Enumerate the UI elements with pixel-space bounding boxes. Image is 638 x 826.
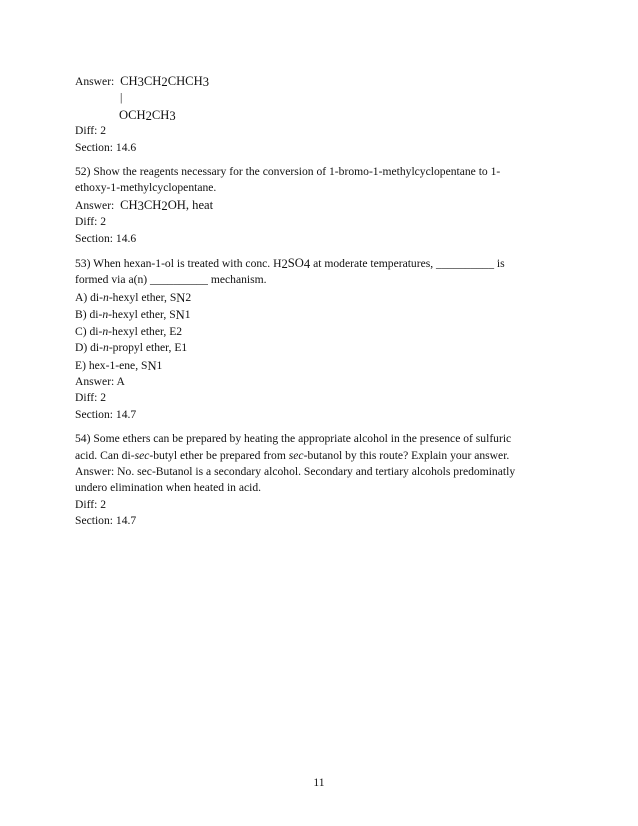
q51-answer-label: Answer: — [75, 75, 115, 88]
formula-subscript: 2 — [281, 257, 288, 272]
q54-section: Section: 14.7 — [75, 514, 137, 528]
q54-question-line1: 54) Some ethers can be prepared by heating the appropriate alcohol in the presence of sulfuric — [75, 432, 512, 446]
text-part: 1 — [156, 358, 163, 372]
q51-branch-bond — [75, 90, 575, 106]
q53-option-d — [75, 340, 575, 356]
q53-option-e — [75, 357, 575, 374]
italic-part: n — [103, 290, 109, 304]
text-part: at moderate temperatures, __________ is — [310, 257, 505, 271]
formula-subscript: N — [175, 308, 185, 323]
q53-option-a — [75, 289, 575, 306]
text-part: -propyl ether, E1 — [108, 341, 188, 355]
text-part: B) di- — [75, 308, 103, 322]
q53-question-line1 — [75, 255, 575, 272]
text-part: 2 — [185, 290, 192, 304]
formula-subscript: 4 — [303, 257, 311, 272]
italic-part: n — [102, 324, 109, 338]
q51-section: Section: 14.6 — [75, 140, 137, 154]
q51-branch — [75, 107, 575, 123]
text-part: A) di- — [75, 290, 104, 304]
q53-diff: Diff: 2 — [75, 391, 107, 405]
formula-subscript: 3 — [137, 198, 144, 213]
q53-answer: Answer: A — [75, 374, 125, 388]
formula-part: CH — [143, 197, 162, 212]
formula-subscript: 3 — [169, 108, 176, 123]
q53-question-line2: formed via a(n) __________ mechanism. — [75, 273, 267, 287]
text-part: 53) When hexan-1-ol is treated with conc. H — [75, 257, 282, 271]
q54-diff: Diff: 2 — [75, 497, 107, 511]
italic-part: n — [102, 308, 109, 322]
q53-option-c — [75, 324, 575, 340]
text-part: -butanol by this route? Explain your answer. — [303, 448, 510, 462]
formula-part: CH — [143, 74, 162, 88]
text-part: -butyl ether be prepared from — [149, 448, 289, 462]
formula-subscript: 2 — [161, 75, 168, 89]
formula-part: CH — [120, 74, 138, 88]
text-part: -hexyl ether, S — [108, 308, 176, 322]
formula-part: CHCH — [167, 74, 203, 88]
formula-subscript: 3 — [137, 75, 144, 89]
italic-part: sec — [288, 448, 304, 462]
bond-line: | — [120, 91, 123, 105]
formula-part: OCH — [119, 107, 146, 122]
q53-section: Section: 14.7 — [75, 407, 137, 421]
q51-main-chain — [120, 74, 209, 89]
formula-subscript: N — [176, 290, 186, 305]
formula-subscript: N — [147, 358, 157, 373]
q54-answer-line2: undero elimination when heated in acid. — [75, 481, 262, 495]
q52-question-line2: ethoxy-1-methylcyclopentane. — [75, 181, 217, 195]
q53-option-b — [75, 306, 575, 323]
formula-part: CH — [151, 107, 170, 122]
q52-answer-label: Answer: — [75, 198, 115, 212]
formula-subscript: 3 — [202, 75, 209, 89]
text-part: -hexyl ether, E2 — [108, 324, 183, 338]
q51-diff: Diff: 2 — [75, 124, 107, 138]
formula-subscript: 2 — [145, 108, 152, 123]
q54-question-line2 — [75, 448, 575, 464]
text-part: -hexyl ether, S — [108, 290, 177, 304]
q52-section: Section: 14.6 — [75, 231, 137, 245]
q52-diff: Diff: 2 — [75, 215, 107, 229]
formula-part: SO — [287, 256, 304, 271]
italic-part: n — [103, 341, 109, 355]
q54-answer-line1: Answer: No. sec-Butanol is a secondary alcohol. Secondary and tertiary alcohols predominatly — [75, 464, 516, 478]
text-part: D) di- — [75, 341, 104, 355]
italic-part: sec — [134, 448, 150, 462]
formula-part: CH — [120, 197, 138, 212]
formula-subscript: 2 — [161, 198, 168, 213]
text-part: 1 — [184, 308, 191, 322]
text-part: E) hex-1-ene, S — [75, 358, 148, 372]
q52-answer-line — [75, 197, 575, 214]
document-page — [75, 73, 575, 530]
text-part: acid. Can di- — [75, 448, 135, 462]
q51-answer-line — [75, 73, 575, 90]
text-part: C) di- — [75, 324, 103, 338]
q52-question-line1: 52) Show the reagents necessary for the conversion of 1-bromo-1-methylcyclopentane to 1- — [75, 165, 501, 179]
q52-answer-formula — [120, 198, 213, 213]
page-number: 11 — [313, 776, 325, 789]
formula-part: OH, heat — [167, 197, 214, 212]
